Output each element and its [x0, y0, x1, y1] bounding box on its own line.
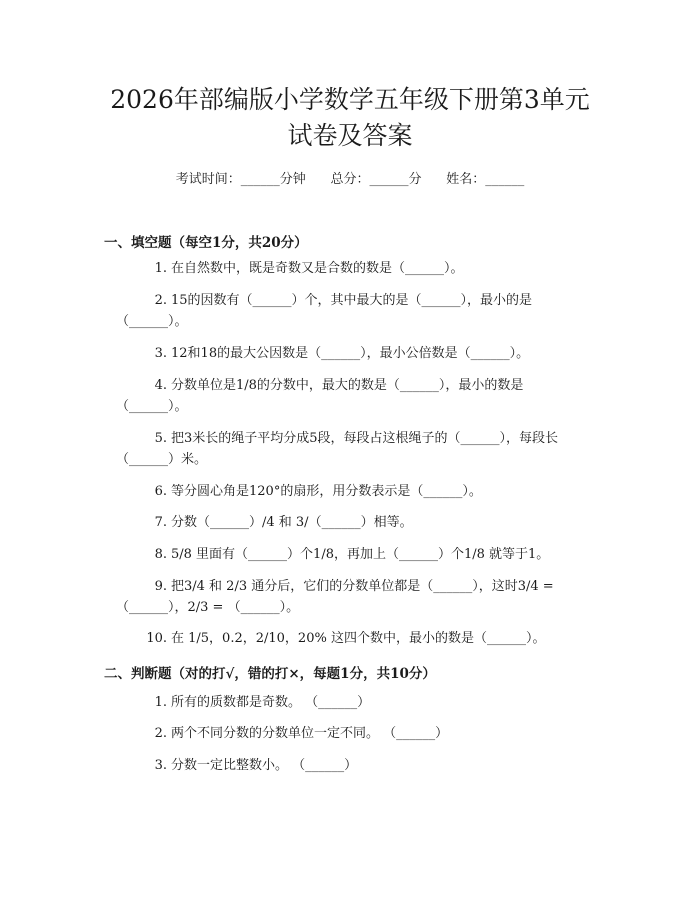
question-text-cont: （______）。	[116, 399, 188, 414]
question-text: 5/8 里面有（______）个1/8，再加上（______）个1/8 就等于1。	[171, 547, 550, 562]
question-number: 3.	[154, 346, 167, 361]
question-number: 4.	[154, 378, 167, 393]
question-text: 所有的质数都是奇数。 （______）	[171, 695, 371, 710]
section-fill-blank-heading: 一、填空题（每空1分，共20分）	[104, 235, 308, 251]
question-number: 6.	[154, 484, 167, 499]
question-text: 在自然数中，既是奇数又是合数的数是（______）。	[171, 261, 464, 276]
page-title-line2: 试卷及答案	[287, 121, 413, 150]
question-text: 把3/4 和 2/3 通分后，它们的分数单位都是（______），这时3/4 =	[171, 579, 554, 594]
exam-info: 考试时间：______分钟 总分：______分 姓名：______	[175, 172, 525, 187]
question-item	[116, 692, 561, 713]
question-item	[116, 481, 561, 502]
question-item	[116, 375, 561, 417]
question-item	[116, 723, 561, 744]
question-text: 分数一定比整数小。 （______）	[171, 758, 358, 773]
question-text: 等分圆心角是120°的扇形，用分数表示是（______）。	[171, 484, 482, 499]
question-text-cont: （______），2/3 = （______）。	[116, 600, 300, 615]
question-text-cont: （______）。	[116, 314, 188, 329]
question-text: 15的因数有（______）个，其中最大的是（______），最小的是	[171, 293, 533, 308]
question-text: 两个不同分数的分数单位一定不同。 （______）	[171, 726, 449, 741]
question-text: 分数（______）/4 和 3/（______）相等。	[171, 515, 413, 530]
question-item	[116, 258, 561, 279]
question-item	[116, 290, 561, 332]
question-item	[116, 576, 561, 618]
question-number: 2.	[154, 293, 167, 308]
question-number: 2.	[154, 726, 167, 741]
question-number: 1.	[154, 695, 167, 710]
question-text: 把3米长的绳子平均分成5段，每段占这根绳子的（______），每段长	[171, 431, 559, 446]
question-number: 10.	[146, 631, 167, 646]
question-text: 12和18的最大公因数是（______），最小公倍数是（______）。	[171, 346, 530, 361]
question-item	[116, 512, 561, 533]
question-number: 7.	[154, 515, 167, 530]
question-number: 5.	[154, 431, 167, 446]
question-item	[116, 628, 561, 649]
question-item	[116, 343, 561, 364]
question-text: 分数单位是1/8的分数中，最大的数是（______），最小的数是	[171, 378, 524, 393]
question-number: 1.	[154, 261, 167, 276]
question-text-cont: （______）米。	[116, 452, 208, 467]
question-item	[116, 544, 561, 565]
question-number: 3.	[154, 758, 167, 773]
question-number: 9.	[154, 579, 167, 594]
section-true-false-heading: 二、判断题（对的打√，错的打×，每题1分，共10分）	[104, 666, 436, 682]
page-title: 2026年部编版小学数学五年级下册第3单元	[110, 85, 590, 114]
question-text: 在 1/5，0.2，2/10，20% 这四个数中，最小的数是（______）。	[171, 631, 546, 646]
question-number: 8.	[154, 547, 167, 562]
question-item	[116, 755, 561, 776]
question-item	[116, 428, 561, 470]
